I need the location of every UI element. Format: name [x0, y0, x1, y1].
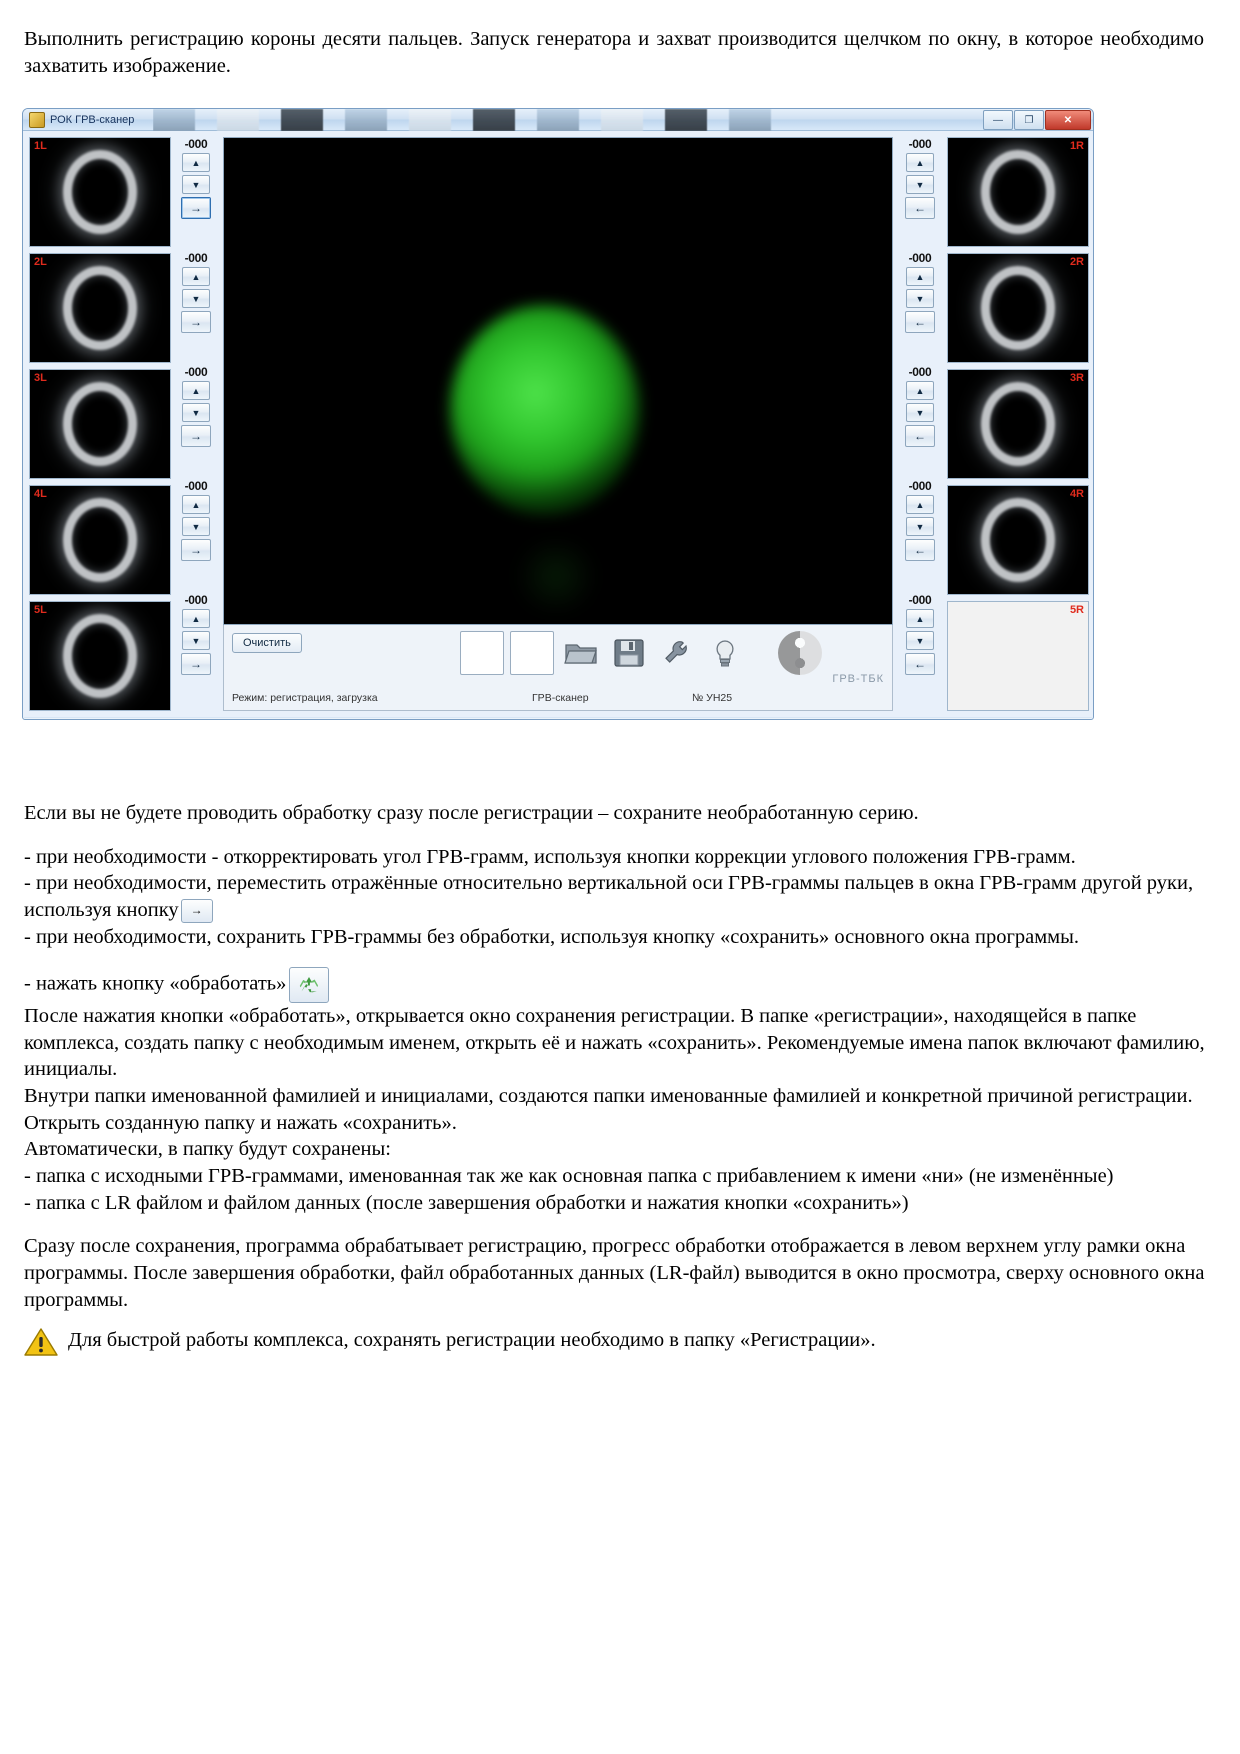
blank-button-1[interactable]	[460, 631, 504, 675]
corona-image	[981, 266, 1055, 350]
app-titlebar	[23, 109, 1093, 131]
corona-glow-tail	[511, 541, 601, 611]
finger-label: 2L	[34, 256, 47, 268]
paragraph-2: - при необходимости - откорректировать угол ГРВ-грамм, используя кнопки коррекции углового положения ГРВ-грамм.	[24, 845, 1076, 868]
minimize-button[interactable]: —	[983, 110, 1013, 130]
preview-thumb	[729, 109, 771, 131]
right-angle-controls	[897, 137, 943, 711]
paragraph-12: Сразу после сохранения, программа обрабатывает регистрацию, прогресс обработки отображается в левом верхнем углу рамки окна программы. После завершения обработки, файл обработанных данных (LR-файл) выводится в окно просмотра, сверху основного окна программы.	[24, 1235, 1205, 1311]
angle-control-5r	[897, 593, 943, 701]
move-right-button[interactable]: →	[181, 653, 211, 675]
lamp-icon[interactable]	[704, 632, 746, 674]
status-number: № УН25	[692, 692, 733, 704]
angle-up-button[interactable]: ▲	[906, 609, 934, 628]
left-finger-column	[29, 137, 169, 711]
paragraph-8: Открыть созданную папку и нажать «сохранить».	[24, 1111, 457, 1134]
move-left-button[interactable]: ←	[905, 653, 935, 675]
finger-label: 2R	[1069, 256, 1084, 268]
window-preview-strip	[153, 109, 993, 131]
angle-up-button[interactable]: ▲	[906, 381, 934, 400]
angle-value: -000	[184, 593, 208, 607]
yin-yang-logo-icon	[778, 631, 822, 675]
preview-thumb	[153, 109, 195, 131]
angle-up-button[interactable]: ▲	[906, 267, 934, 286]
finger-label: 5L	[34, 604, 47, 616]
finger-label: 4L	[34, 488, 47, 500]
angle-control-3r	[897, 365, 943, 473]
angle-down-button[interactable]: ▼	[906, 517, 934, 536]
app-title: РОК ГРВ-сканер	[50, 113, 135, 126]
intro-paragraph: Выполнить регистрацию короны десяти пальцев. Запуск генератора и захват производится щелчком по окну, в которое необходимо захватить изображение.	[24, 28, 1204, 78]
finger-image-5r[interactable]	[947, 601, 1089, 711]
spacer	[24, 950, 1208, 967]
finger-image-1r[interactable]	[947, 137, 1089, 247]
corona-image	[63, 498, 137, 582]
finger-image-4r[interactable]	[947, 485, 1089, 595]
preview-thumb	[345, 109, 387, 131]
corona-image	[63, 382, 137, 466]
finger-label: 1R	[1069, 140, 1084, 152]
angle-control-1r	[897, 137, 943, 245]
paragraph-11: - папка с LR файлом и файлом данных (после завершения обработки и нажатия кнопки «сохранить»)	[24, 1191, 909, 1214]
angle-value: -000	[184, 479, 208, 493]
angle-control-5l	[173, 593, 219, 701]
spacer	[24, 827, 1208, 844]
angle-value: -000	[908, 137, 932, 151]
folder-open-icon[interactable]	[560, 632, 602, 674]
angle-down-button[interactable]: ▼	[906, 289, 934, 308]
angle-value: -000	[908, 479, 932, 493]
angle-up-button[interactable]: ▲	[182, 153, 210, 172]
body-text	[24, 800, 1208, 1357]
warning-text: Для быстрой работы комплекса, сохранять регистрации необходимо в папку «Регистрации».	[68, 1329, 876, 1352]
live-capture-view[interactable]	[223, 137, 893, 625]
paragraph-7: Внутри папки именованной фамилией и инициалами, создаются папки именованные фамилией и конкретной причиной регистрации.	[24, 1085, 1193, 1108]
angle-down-button[interactable]: ▼	[906, 403, 934, 422]
warning-row	[24, 1327, 1208, 1357]
finger-label: 3L	[34, 372, 47, 384]
right-finger-column	[947, 137, 1087, 711]
angle-value: -000	[184, 365, 208, 379]
paragraph-9: Автоматически, в папку будут сохранены:	[24, 1138, 391, 1161]
corona-image	[981, 150, 1055, 234]
angle-value: -000	[908, 593, 932, 607]
angle-up-button[interactable]: ▲	[182, 381, 210, 400]
finger-label: 5R	[1069, 604, 1084, 616]
angle-value: -000	[908, 365, 932, 379]
move-right-button[interactable]: →	[181, 197, 211, 219]
save-icon[interactable]	[608, 632, 650, 674]
preview-thumb	[409, 109, 451, 131]
logo-text: ГРВ-ТБК	[832, 673, 884, 685]
finger-image-5l[interactable]	[29, 601, 171, 711]
angle-control-2l	[173, 251, 219, 359]
corona-image	[63, 150, 137, 234]
angle-up-button[interactable]: ▲	[906, 153, 934, 172]
preview-thumb	[217, 109, 259, 131]
angle-up-button[interactable]: ▲	[182, 609, 210, 628]
angle-up-button[interactable]: ▲	[906, 495, 934, 514]
preview-thumb	[473, 109, 515, 131]
finger-image-4l[interactable]	[29, 485, 171, 595]
move-right-button[interactable]: →	[181, 539, 211, 561]
app-body	[23, 131, 1093, 717]
finger-image-2l[interactable]	[29, 253, 171, 363]
paragraph-6: После нажатия кнопки «обработать», открывается окно сохранения регистрации. В папке «регистрации», находящейся в папке комплекса, создать папку с необходимым именем, открыть её и нажать «сохранить». Рекомендуемые имена папок включают фамилию, инициалы.	[24, 1005, 1205, 1081]
blank-button-2[interactable]	[510, 631, 554, 675]
corona-image	[63, 614, 137, 698]
angle-value: -000	[908, 251, 932, 265]
status-bar	[232, 692, 884, 704]
angle-value: -000	[184, 137, 208, 151]
move-right-button[interactable]: →	[181, 311, 211, 333]
angle-value: -000	[184, 251, 208, 265]
move-left-button[interactable]: ←	[905, 425, 935, 447]
angle-control-4l	[173, 479, 219, 587]
move-left-button[interactable]: ←	[905, 311, 935, 333]
angle-down-button[interactable]: ▼	[182, 631, 210, 650]
paragraph-1: Если вы не будете проводить обработку сразу после регистрации – сохраните необработанную серию.	[24, 802, 919, 824]
angle-up-button[interactable]: ▲	[182, 267, 210, 286]
paragraph-3-text: - при необходимости, переместить отражённые относительно вертикальной оси ГРВ-граммы пальцев в окна ГРВ-грамм другой руки, используя кнопку	[24, 872, 1194, 921]
wrench-icon[interactable]	[656, 632, 698, 674]
move-right-button[interactable]: →	[181, 425, 211, 447]
preview-thumb	[537, 109, 579, 131]
angle-down-button[interactable]: ▼	[182, 517, 210, 536]
clear-button[interactable]: Очистить	[232, 633, 302, 653]
app-window-screenshot	[22, 108, 1094, 720]
finger-label: 4R	[1069, 488, 1084, 500]
toolbar-icon-group	[460, 631, 746, 675]
angle-control-4r	[897, 479, 943, 587]
preview-thumb	[601, 109, 643, 131]
finger-label: 3R	[1069, 372, 1084, 384]
angle-down-button[interactable]: ▼	[906, 631, 934, 650]
finger-image-2r[interactable]	[947, 253, 1089, 363]
angle-down-button[interactable]: ▼	[182, 403, 210, 422]
paragraph-3	[24, 870, 1208, 923]
bottom-toolbar	[223, 625, 893, 711]
finger-image-3r[interactable]	[947, 369, 1089, 479]
window-controls	[983, 110, 1091, 130]
angle-up-button[interactable]: ▲	[182, 495, 210, 514]
angle-control-2r	[897, 251, 943, 359]
status-device: ГРВ-сканер	[532, 692, 589, 704]
app-icon	[29, 112, 45, 128]
paragraph-10: - папка с исходными ГРВ-граммами, именованная так же как основная папка с прибавлением к имени «ни» (не изменённые)	[24, 1165, 1114, 1188]
paragraph-5	[24, 967, 1208, 1003]
finger-label: 1L	[34, 140, 47, 152]
close-button[interactable]: ✕	[1045, 110, 1091, 130]
spacer	[24, 1216, 1208, 1233]
move-arrow-icon: →	[181, 899, 213, 923]
corona-image	[63, 266, 137, 350]
left-angle-controls	[173, 137, 219, 711]
move-left-button[interactable]: ←	[905, 197, 935, 219]
maximize-button[interactable]: ❐	[1014, 110, 1044, 130]
preview-thumb	[281, 109, 323, 131]
paragraph-4: - при необходимости, сохранить ГРВ-граммы без обработки, используя кнопку «сохранить» основного окна программы.	[24, 925, 1080, 948]
angle-down-button[interactable]: ▼	[906, 175, 934, 194]
finger-image-1l[interactable]	[29, 137, 171, 247]
angle-down-button[interactable]: ▼	[182, 175, 210, 194]
finger-image-3l[interactable]	[29, 369, 171, 479]
status-mode: Режим: регистрация, загрузка	[232, 692, 378, 704]
angle-down-button[interactable]: ▼	[182, 289, 210, 308]
paragraph-5-text: - нажать кнопку «обработать»	[24, 972, 287, 995]
recycle-icon	[289, 967, 329, 1003]
preview-thumb	[665, 109, 707, 131]
angle-control-3l	[173, 365, 219, 473]
corona-image	[981, 498, 1055, 582]
capture-area	[223, 137, 893, 711]
corona-glow	[450, 305, 640, 515]
angle-control-1l	[173, 137, 219, 245]
warning-triangle-icon	[24, 1327, 58, 1357]
corona-image	[981, 382, 1055, 466]
move-left-button[interactable]: ←	[905, 539, 935, 561]
